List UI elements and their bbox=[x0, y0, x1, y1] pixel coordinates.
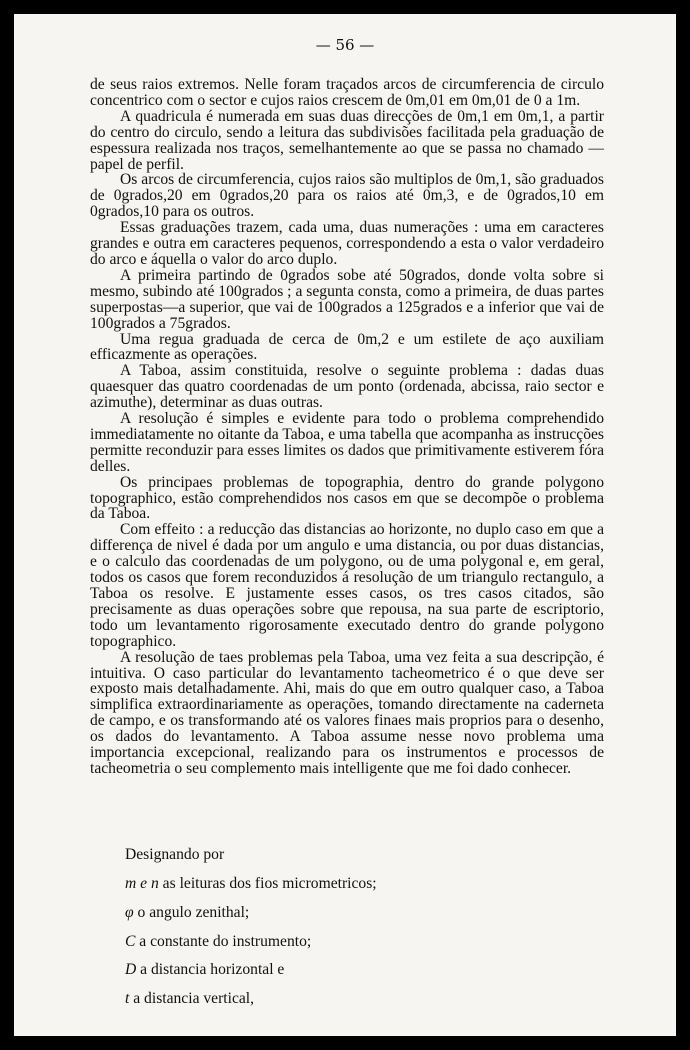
paragraph: A resolução de taes problemas pela Taboa, uma vez feita a sua descripção, é intuitiva. O caso particular do levantamento tacheometrico é o que deve ser exposto mais detalhadamente. Ahi, mais do que em outro qualquer caso, a Taboa simplifica extraordinariamente as operações, tomando directamente na caderneta de campo, e os transformando até os valores finaes mais proprios para o desenho, os dados do levantamento. A Taboa assume nesse novo problema uma importancia excepcional, realizando para os instrumentos e processos de tacheometria o seu complemento mais intelligente que me foi dado conhecer. bbox=[90, 648, 604, 777]
body-text bbox=[90, 77, 604, 777]
paragraph: Os principaes problemas de topographia, dentro do grande polygono topographico, estão comprehendidos nos casos em que se decompõe o problema da Taboa. bbox=[90, 473, 604, 523]
paragraph: Essas graduações trazem, cada uma, duas numerações : uma em caracteres grandes e outra em caracteres pequenos, correspondendo a esta o valor verdadeiro do arco e áquella o valor do arco duplo. bbox=[90, 219, 604, 268]
definition-text: o angulo zenithal; bbox=[133, 904, 250, 921]
paragraph: A quadricula é numerada em suas duas direcções de 0m,1 em 0m,1, a partir do centro do circulo, sendo a leitura das subdivisões facilitada pela graduação de espessura realizada nos traços, semelhantemente ao que se passa no chamado — papel de perfil. bbox=[90, 107, 604, 173]
definitions-intro: Designando por bbox=[125, 846, 225, 863]
definition-line bbox=[125, 904, 605, 922]
page-number: — 56 — bbox=[315, 36, 375, 54]
definition-symbol: D bbox=[125, 961, 137, 978]
definition-text: as leituras dos fios micrometricos; bbox=[158, 875, 377, 892]
paragraph: A Taboa, assim constituida, resolve o seguinte problema : dadas duas quaesquer das quatro coordenadas de um ponto (ordenada, abcissa, raio sector e azimuthe), determinar as duas outras. bbox=[90, 362, 604, 412]
paragraph: Com effeito : a reducção das distancias ao horizonte, no duplo caso em que a differença de nivel é dada por um angulo e uma distancia, ou por duas distancias, e o calculo das coordenadas de um polygono, ou de uma polygonal e, em geral, todos os casos que forem reconduzidos á resolução de um triangulo rectangulo, a Taboa os resolve. E justamente esses casos, os tres casos citados, são precisamente as duas operações sobre que repousa, na sua parte de escriptorio, todo um levantamento rigorosamente executado dentro do grande polygono topographico. bbox=[90, 521, 604, 650]
paragraph: Os arcos de circumferencia, cujos raios são multiplos de 0m,1, são graduados de 0grados,20 em 0grados,20 para os raios até 0m,3, e de 0grados,10 em 0grados,10 para os outros. bbox=[90, 171, 604, 221]
paragraph: A resolução é simples e evidente para todo o problema comprehendido immediatamente no oitante da Taboa, e uma tabella que acompanha as instrucções permitte reconduzir para esses limites os dados que primitivamente estiverem fóra delles. bbox=[90, 410, 604, 475]
definition-text: a distancia horizontal e bbox=[136, 961, 285, 978]
definition-symbol: φ bbox=[125, 904, 134, 921]
definition-line bbox=[125, 933, 605, 951]
definition-line bbox=[125, 990, 605, 1008]
paragraph: de seus raios extremos. Nelle foram traçados arcos de circumferencia de circulo concentrico com o sector e cujos raios crescem de 0m,01 em 0m,01 de 0 a 1m. bbox=[90, 76, 604, 109]
definition-symbol: m e n bbox=[125, 875, 159, 892]
paragraph: Uma regua graduada de cerca de 0m,2 e um estilete de aço auxiliam efficazmente as operações. bbox=[90, 330, 604, 364]
definition-line bbox=[125, 875, 605, 893]
paragraph: A primeira partindo de 0grados sobe até 50grados, donde volta sobre si mesmo, subindo até 100grados ; a segunta consta, como a primeira, de duas partes superpostas—a superior, que vai de 100grados a 125grados e a inferior que vai de 100grados a 75grados. bbox=[90, 266, 604, 332]
definition-text: a constante do instrumento; bbox=[135, 933, 312, 950]
definition-text: a distancia vertical, bbox=[129, 990, 255, 1007]
definition-line bbox=[125, 961, 605, 979]
definition-symbol: C bbox=[125, 933, 136, 950]
document-page bbox=[14, 14, 676, 1036]
definition-symbol: t bbox=[125, 990, 130, 1007]
